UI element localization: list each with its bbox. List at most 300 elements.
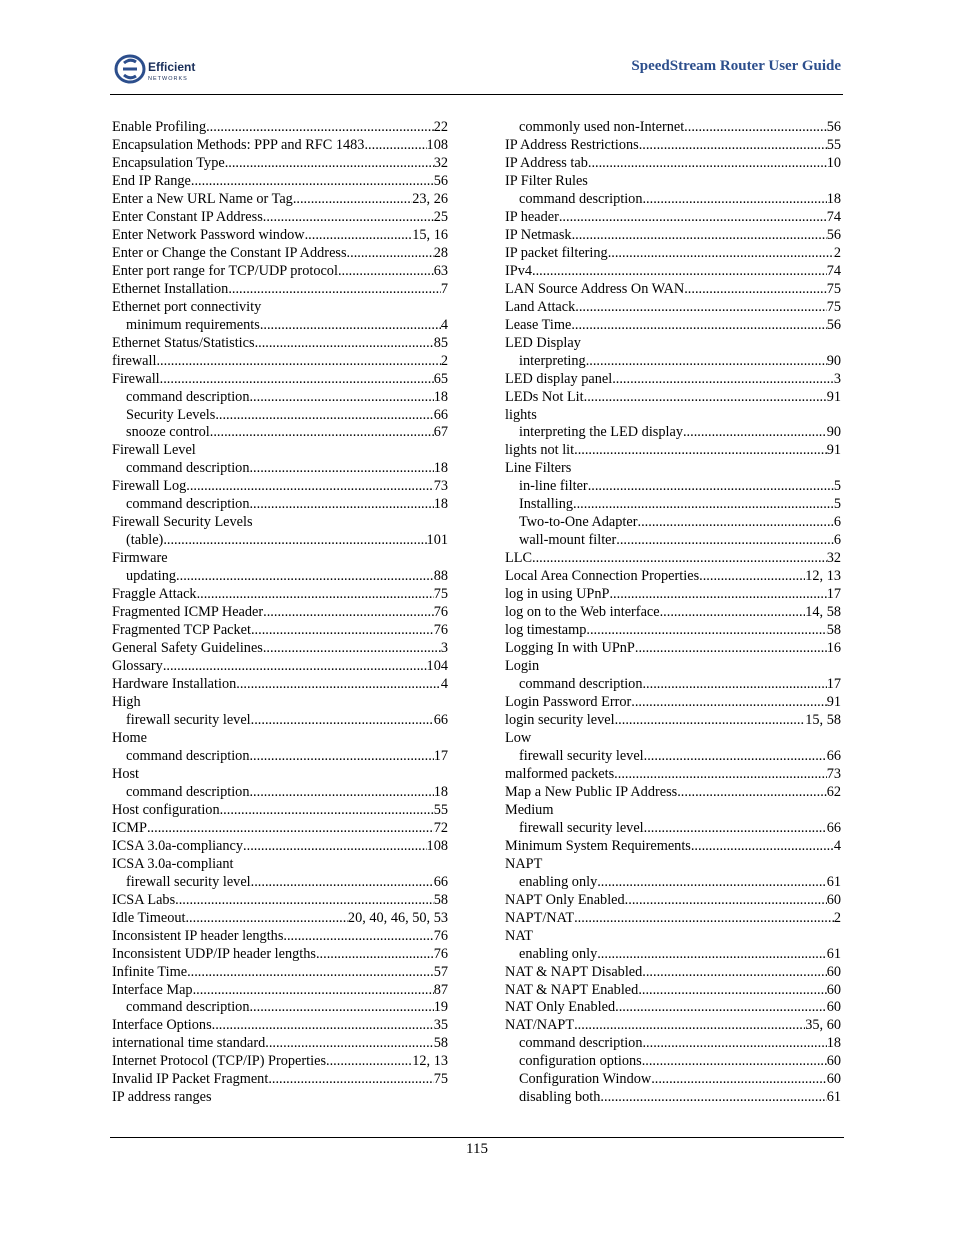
index-term: Configuration Window [519,1071,652,1088]
index-term: Firewall [112,370,160,387]
dot-leader [631,694,826,712]
index-column-left [112,119,448,1107]
dot-leader [326,1053,412,1071]
index-entry [505,604,841,622]
page-references: 66 [826,819,841,836]
page-references: 66 [433,873,448,890]
index-entry [112,604,448,622]
dot-leader [265,1035,433,1053]
index-term: Encapsulation Methods: PPP and RFC 1483 [112,136,365,153]
index-term: Invalid IP Packet Fragment [112,1071,269,1088]
page-references: 61 [826,1089,841,1106]
index-entry [505,442,841,460]
index-term: Ethernet port connectivity [112,298,262,315]
dot-leader [600,1089,826,1107]
dot-leader [193,982,434,1000]
index-term: Logging In with UPnP [505,640,635,657]
page-references: 17 [826,586,841,603]
page-references: 56 [826,316,841,333]
index-term: ICMP [112,819,147,836]
page-references: 18 [433,460,448,477]
dot-leader [316,946,434,964]
index-term: IP address ranges [112,1089,212,1106]
dot-leader [644,820,827,838]
page-references: 60 [826,1071,841,1088]
index-entry [505,838,841,856]
page-references: 76 [433,604,448,621]
page-references: 91 [826,388,841,405]
index-entry [112,1071,448,1089]
dot-leader [249,389,433,407]
page-references: 12, 13 [412,1053,448,1070]
index-term: IP packet filtering [505,244,608,261]
index-term: Low [505,729,532,746]
index-subentry [505,514,841,532]
dot-leader [225,155,434,173]
index-subentry [112,317,448,335]
index-term: configuration options [519,1053,642,1070]
dot-leader [642,1035,826,1053]
index-term: firewall security level [519,747,644,764]
index-subentry [112,568,448,586]
index-term: Ethernet Status/Statistics [112,334,255,351]
dot-leader [160,371,434,389]
page-references: 66 [826,747,841,764]
index-term: Medium [505,801,554,818]
index-term: NAT & NAPT Disabled [505,963,643,980]
index-subentry [505,874,841,892]
page-references: 28 [433,244,448,261]
page-references: 35 [433,1017,448,1034]
index-entry [505,928,841,946]
index-entry [505,460,841,478]
index-entry [112,622,448,640]
page-references: 67 [433,424,448,441]
dot-leader [651,1071,827,1089]
index-entry [505,137,841,155]
index-subentry [112,712,448,730]
index-term: lights [505,406,537,423]
dot-leader [683,424,827,442]
index-term: Inconsistent UDP/IP header lengths [112,945,316,962]
index-entry [112,371,448,389]
index-subentry [505,820,841,838]
dot-leader [586,353,827,371]
dot-leader [283,928,433,946]
dot-leader [638,982,826,1000]
index-entry [505,371,841,389]
index-term: ICSA 3.0a-compliancy [112,837,244,854]
dot-leader [206,119,434,137]
index-entry [505,155,841,173]
index-term: enabling only [519,873,598,890]
index-term: Enable Profiling [112,119,207,135]
page-references: 76 [433,622,448,639]
page-references: 32 [826,550,841,567]
page-references: 58 [433,891,448,908]
page-references: 73 [826,765,841,782]
dot-leader [268,1071,433,1089]
index-term: in-line filter [519,478,588,495]
index-entry [505,550,841,568]
page-references: 72 [433,819,448,836]
index-term: IP header [505,208,559,225]
index-subentry [505,478,841,496]
index-entry [112,766,448,784]
index-term: firewall [112,352,157,369]
page-references: 55 [826,136,841,153]
index-term: NAT Only Enabled [505,999,616,1016]
dot-leader [572,227,827,245]
dot-leader [175,892,434,910]
index-subentry [112,748,448,766]
dot-leader [249,748,433,766]
dot-leader [263,640,441,658]
index-entry [505,1017,841,1035]
dot-leader [573,496,834,514]
page-references: 25 [433,208,448,225]
index-term: NAT & NAPT Enabled [505,981,639,998]
index-entry [505,209,841,227]
page-references: 56 [826,119,841,135]
index-term: End IP Range [112,172,191,189]
dot-leader [305,227,413,245]
dot-leader [597,874,826,892]
index-subentry [112,532,448,550]
dot-leader [615,712,806,730]
index-term: log in using UPnP [505,586,610,603]
page-references: 15, 58 [805,711,841,728]
page-references: 85 [433,334,448,351]
dot-leader [293,191,412,209]
page-references: 5 [833,496,841,513]
index-subentry [505,748,841,766]
index-term: Line Filters [505,460,572,477]
page-references: 22 [433,119,448,135]
index-term: IP Netmask [505,226,572,243]
index-entry [505,389,841,407]
index-subentry [505,496,841,514]
dot-leader [660,604,806,622]
index-entry [112,910,448,928]
dot-leader [532,550,827,568]
index-term: wall-mount filter [519,532,617,549]
page-references: 3 [833,370,841,387]
index-term: enabling only [519,945,598,962]
index-term: NAPT/NAT [505,909,575,926]
page-references: 4 [440,676,448,693]
index-term: LED Display [505,334,581,351]
index-term: Host configuration [112,801,220,818]
index-subentry [505,1089,841,1107]
index-subentry [505,532,841,550]
index-term: Glossary [112,658,163,675]
dot-leader [236,676,441,694]
dot-leader [338,263,434,281]
dot-leader [609,586,826,604]
index-entry [505,712,841,730]
index-entry [112,820,448,838]
index-entry [112,299,448,317]
page-references: 17 [433,747,448,764]
index-term: commonly used non-Internet [519,119,685,135]
index-term: Inconsistent IP header lengths [112,927,284,944]
dot-leader [614,766,827,784]
page-references: 12, 13 [805,568,841,585]
index-entry [505,982,841,1000]
index-term: command description [519,1035,643,1052]
dot-leader [625,892,827,910]
dot-leader [588,478,834,496]
page-references: 58 [433,1035,448,1052]
page-references: 104 [426,658,448,675]
index-entry [505,999,841,1017]
index-term: Interface Map [112,981,193,998]
index-entry [112,676,448,694]
dot-leader [197,586,434,604]
index-entry [505,640,841,658]
index-entry [112,442,448,460]
index-subentry [505,676,841,694]
dot-leader [584,389,827,407]
index-term: command description [519,676,643,693]
index-term: Internet Protocol (TCP/IP) Properties [112,1053,327,1070]
index-term: Minimum System Requirements [505,837,691,854]
index-term: IP Filter Rules [505,172,588,189]
page-references: 76 [433,927,448,944]
page-references: 19 [433,999,448,1016]
dot-leader [638,514,834,532]
index-entry [505,802,841,820]
index-entry [505,407,841,425]
index-term: IPv4 [505,262,533,279]
page-references: 2 [440,352,448,369]
index-subentry [505,946,841,964]
index-term: Firewall Level [112,442,196,459]
dot-leader [616,532,834,550]
index-term: log on to the Web interface [505,604,660,621]
page-references: 6 [833,514,841,531]
dot-leader [176,568,434,586]
page-references: 6 [833,532,841,549]
index-entry [112,119,448,137]
dot-leader [163,532,426,550]
page-references: 18 [826,190,841,207]
index-entry [505,892,841,910]
logo-subtext: NETWORKS [148,76,188,82]
index-entry [505,173,841,191]
page-references: 60 [826,999,841,1016]
index-term: IP Address Restrictions [505,136,639,153]
dot-leader [263,604,434,622]
index-term: Firmware [112,550,168,567]
dot-leader [191,173,434,191]
page-references: 18 [826,1035,841,1052]
index-term: Encapsulation Type [112,154,225,171]
index-entry [112,982,448,1000]
page-references: 75 [433,1071,448,1088]
index-entry [112,640,448,658]
index-term: command description [126,783,250,800]
index-term: (table) [126,532,164,549]
index-term: Enter or Change the Constant IP Address [112,244,347,261]
index-entry [112,155,448,173]
index-entry [112,802,448,820]
index-entry [112,1089,448,1107]
footer-divider [110,1137,844,1138]
index-term: LED display panel [505,370,613,387]
index-term: minimum requirements [126,316,260,333]
index-entry [112,209,448,227]
index-entry [112,353,448,371]
page-references: 90 [826,424,841,441]
dot-leader [212,1017,434,1035]
index-term: Fragmented TCP Packet [112,622,251,639]
page-references: 2 [833,244,841,261]
index-term: ICSA Labs [112,891,176,908]
index-term: firewall security level [519,819,644,836]
page-references: 5 [833,478,841,495]
page-references: 61 [826,945,841,962]
page-references: 74 [826,208,841,225]
dot-leader [684,119,827,137]
page-references: 55 [433,801,448,818]
index-subentry [112,407,448,425]
index-subentry [112,424,448,442]
dot-leader [586,622,826,640]
dot-leader [644,748,827,766]
dot-leader [187,964,434,982]
page-references: 73 [433,478,448,495]
index-entry [505,856,841,874]
index-term: Land Attack [505,298,576,315]
dot-leader [364,137,426,155]
page-references: 35, 60 [805,1017,841,1034]
index-entry [112,838,448,856]
index-term: disabling both [519,1089,601,1106]
dot-leader [635,640,827,658]
dot-leader [260,317,441,335]
page-references: 62 [826,783,841,800]
page-references: 66 [433,711,448,728]
page-references: 18 [433,496,448,513]
index-entry [112,281,448,299]
index-entry [112,892,448,910]
index-term: LAN Source Address On WAN [505,280,685,297]
page-references: 75 [826,280,841,297]
index-entry [112,550,448,568]
index-term: NAT [505,927,533,944]
dot-leader [243,838,427,856]
logo-wordmark: Efficient [148,60,196,74]
index-entry [112,191,448,209]
index-entry [112,1053,448,1071]
index-entry [112,263,448,281]
page-references: 108 [426,136,448,153]
index-term: command description [126,388,250,405]
page-references: 90 [826,352,841,369]
dot-leader [185,910,347,928]
dot-leader [575,299,826,317]
dot-leader [186,478,433,496]
dot-leader [699,568,805,586]
index-entry [112,227,448,245]
dot-leader [642,964,826,982]
index-entry [505,299,841,317]
dot-leader [691,838,834,856]
page-references: 57 [433,963,448,980]
page-references: 66 [433,406,448,423]
dot-leader [163,658,427,676]
dot-leader [251,874,434,892]
index-term: Enter a New URL Name or Tag [112,190,293,207]
index-entry [112,478,448,496]
index-term: NAPT Only Enabled [505,891,625,908]
index-term: Login [505,658,540,675]
efficient-networks-logo [114,52,214,86]
index-term: command description [126,496,250,513]
index-entry [112,335,448,353]
dot-leader [228,281,441,299]
dot-leader [677,784,826,802]
index-entry [112,658,448,676]
dot-leader [249,999,433,1017]
index-entry [112,245,448,263]
dot-leader [156,353,440,371]
dot-leader [220,802,434,820]
index-term: Host [112,765,140,782]
dot-leader [249,496,433,514]
page-references: 58 [826,622,841,639]
index-term: Installing [519,496,574,513]
index-term: command description [519,190,643,207]
dot-leader [571,317,826,335]
page-references: 60 [826,1053,841,1070]
page-references: 18 [433,388,448,405]
page-references: 14, 58 [805,604,841,621]
index-term: snooze control [126,424,210,441]
page-references: 91 [826,694,841,710]
page-references: 10 [826,154,841,171]
index-entry [505,586,841,604]
index-term: Interface Options [112,1017,212,1034]
index-term: Two-to-One Adapter [519,514,638,531]
index-entry [505,281,841,299]
page-number: 115 [466,1141,488,1157]
dot-leader [147,820,434,838]
index-term: command description [126,999,250,1016]
index-term: command description [126,460,250,477]
page-references: 3 [440,640,448,657]
page-references: 2 [833,909,841,926]
index-term: IP Address tab [505,154,588,171]
index-term: interpreting [519,352,586,369]
dot-leader [615,999,827,1017]
index-subentry [505,424,841,442]
dot-leader [347,245,434,263]
index-term: Enter Network Password window [112,226,305,243]
index-entry [505,568,841,586]
page-references: 16 [826,640,841,657]
index-entry [112,586,448,604]
dot-leader [574,910,834,928]
index-entry [505,730,841,748]
index-entry [505,317,841,335]
index-subentry [112,460,448,478]
page-references: 108 [426,837,448,854]
index-entry [112,730,448,748]
index-entry [112,946,448,964]
